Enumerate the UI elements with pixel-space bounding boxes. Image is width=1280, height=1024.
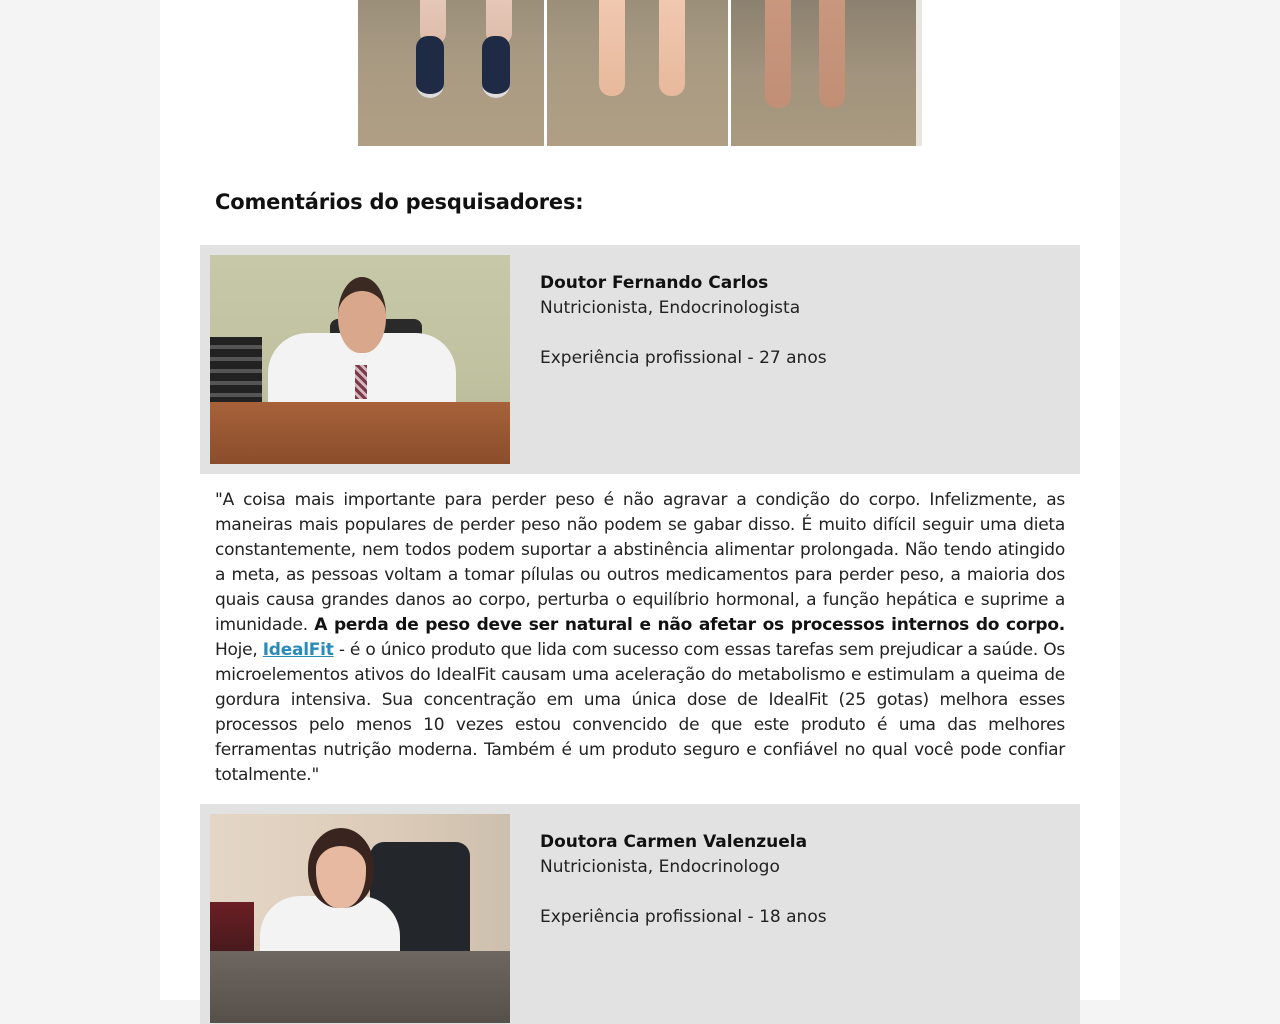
- wall-edge: [916, 0, 922, 146]
- doctor-experience: Experiência profissional - 18 anos: [540, 907, 827, 927]
- doctor-specialty: Nutricionista, Endocrinologista: [540, 298, 801, 318]
- doctor-photo: [210, 814, 510, 1023]
- quote-text: "A coisa mais importante para perder peso é não agravar a condição do corpo. Infelizmente, as maneiras mais populares de perder peso não podem se gabar disso. É muito difícil seguir uma dieta constantemente, nem todos podem suportar a abstinência alimentar prolongada. Não tendo atingido a meta, as pessoas voltam a tomar pílulas ou outros medicamentos para perder peso, a maioria dos quais causa grandes danos ao corpo, perturba o equilíbrio hormonal, a função hepática e suprime a imunidade.: [215, 490, 1065, 635]
- content-column: [160, 0, 1120, 1000]
- doctor-quote: [215, 488, 1065, 788]
- doctor-experience: Experiência profissional - 27 anos: [540, 348, 827, 368]
- section-title: Comentários do pesquisadores:: [215, 190, 584, 214]
- idealfit-link[interactable]: IdealFit: [262, 640, 334, 660]
- necktie: [355, 365, 367, 399]
- quote-bold-text: A perda de peso deve ser natural e não afetar os processos internos do corpo.: [314, 615, 1065, 635]
- quote-text: Hoje,: [215, 640, 263, 660]
- leg-photo-middle: [547, 0, 728, 146]
- office-desk: [210, 402, 510, 464]
- quote-text: - é o único produto que lida com sucesso com essas tarefas sem prejudicar a saúde. Os microelementos ativos do IdealFit causam uma aceleração do metabolismo e estimulam a queima de gordura intensiva. Sua concentração em uma única dose de IdealFit (25 gotas) melhora esses processos pelo menos 10 vezes estou convencido de que este produto é uma das melhores ferramentas nutrição moderna. Também é um produto seguro e confiável no qual você pode confiar totalmente.": [215, 640, 1065, 785]
- doctor-info: [540, 271, 827, 371]
- doctor-info: [540, 830, 827, 930]
- leg-shape: [819, 0, 845, 108]
- leg-shape: [659, 0, 685, 96]
- doctor-specialty: Nutricionista, Endocrinologo: [540, 857, 780, 877]
- doctor-card: [200, 245, 1080, 474]
- before-after-photo-strip: [358, 0, 922, 146]
- sneaker-shape: [482, 36, 510, 98]
- doctor-name: Doutora Carmen Valenzuela: [540, 832, 808, 852]
- sneaker-shape: [416, 36, 444, 98]
- office-desk: [210, 951, 510, 1023]
- leg-photo-after: [731, 0, 922, 146]
- leg-shape: [765, 0, 791, 108]
- doctor-name: Doutor Fernando Carlos: [540, 273, 769, 293]
- leg-photo-before: [358, 0, 544, 146]
- office-shelf: [210, 337, 262, 409]
- doctor-card: [200, 804, 1080, 1024]
- doctor-head: [308, 828, 374, 908]
- leg-shape: [599, 0, 625, 96]
- doctor-head: [338, 277, 386, 353]
- doctor-photo: [210, 255, 510, 464]
